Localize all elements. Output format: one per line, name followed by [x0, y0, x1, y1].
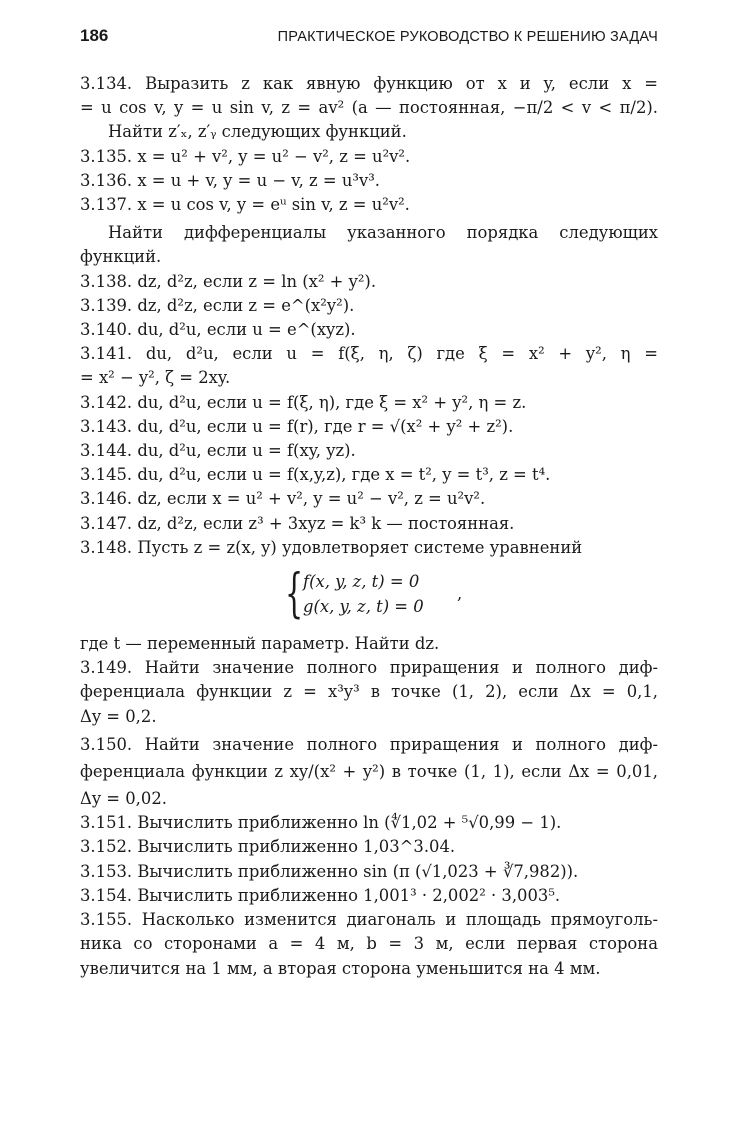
equation-system — [285, 564, 525, 625]
problem-3-146: 3.146. dz, если x = u² + v², y = u² − v², z = u²v². — [80, 489, 486, 509]
problem-3-155-line-2: ника со сторонами a = 4 м, b = 3 м, если первая сторона — [80, 934, 658, 954]
problem-3-149-line-3: Δy = 0,2. — [80, 706, 157, 726]
problem-3-149-line-2: ференциала функции z = x³y³ в точке (1, 2), если Δx = 0,1, — [80, 682, 658, 702]
problem-3-147: 3.147. dz, d²z, если z³ + 3xyz = k³ k — постоянная. — [80, 513, 515, 533]
problem-3-138: 3.138. dz, d²z, если z = ln (x² + y²). — [80, 271, 377, 291]
problem-3-136: 3.136. x = u + v, y = u − v, z = u³v³. — [80, 170, 380, 190]
problem-3-145: 3.145. du, d²u, если u = f(x,y,z), где x = t², y = t³, z = t⁴. — [80, 465, 551, 485]
problem-3-155-line-3: увеличится на 1 мм, а вторая сторона уменьшится на 4 мм. — [80, 958, 601, 978]
problem-3-148-line-2: где t — переменный параметр. Найти dz. — [80, 634, 440, 654]
running-title: ПРАКТИЧЕСКОЕ РУКОВОДСТВО К РЕШЕНИЮ ЗАДАЧ — [277, 29, 658, 45]
page-number: 186 — [80, 26, 109, 45]
left-brace: { — [285, 564, 304, 625]
problem-3-141-line-1: 3.141. du, d²u, если u = f(ξ, η, ζ) где ξ = x² + y², η = — [80, 344, 658, 364]
system-equation-1: f(x, y, z, t) = 0 — [303, 572, 420, 592]
problem-3-150-line-1: 3.150. Найти значение полного приращения и полного диф- — [80, 734, 658, 754]
system-trailing-comma: , — [457, 584, 463, 604]
problem-3-139: 3.139. dz, d²z, если z = e^(x²y²). — [80, 295, 355, 315]
problem-3-149-line-1: 3.149. Найти значение полного приращения и полного диф- — [80, 658, 658, 678]
textbook-page — [80, 26, 658, 981]
problem-3-154: 3.154. Вычислить приближенно 1,001³ · 2,002² · 3,003⁵. — [80, 885, 561, 905]
problem-3-135: 3.135. x = u² + v², y = u² − v², z = u²v². — [80, 146, 411, 166]
problem-3-155-line-1: 3.155. Насколько изменится диагональ и площадь прямоуголь- — [80, 910, 658, 930]
problem-3-142: 3.142. du, d²u, если u = f(ξ, η), где ξ = x² + y², η = z. — [80, 392, 527, 412]
instruction-find-partials: Найти z′ₓ, z′ᵧ следующих функций. — [108, 122, 407, 142]
instruction-differentials-line-1: Найти дифференциалы указанного порядка следующих — [108, 223, 658, 243]
problem-3-134-line-2: = u cos v, y = u sin v, z = av² (a — постоянная, −π/2 < v < π/2). — [80, 98, 658, 118]
problem-3-150-line-2: ференциала функции z xy/(x² + y²) в точке (1, 1), если Δx = 0,01, — [80, 762, 658, 782]
problem-3-134-line-1: 3.134. Выразить z как явную функцию от x и y, если x = — [80, 74, 658, 93]
problem-3-148-line-1: 3.148. Пусть z = z(x, y) удовлетворяет системе уравнений — [80, 537, 583, 557]
instruction-differentials-line-2: функций. — [80, 247, 162, 267]
page-header — [80, 26, 658, 46]
problem-3-137: 3.137. x = u cos v, y = eᵘ sin v, z = u²v². — [80, 195, 410, 215]
problem-3-140: 3.140. du, d²u, если u = e^(xyz). — [80, 320, 356, 340]
problem-3-153: 3.153. Вычислить приближенно sin (π (√1,023 + ∛7,982)). — [80, 861, 579, 881]
problem-3-151: 3.151. Вычислить приближенно ln (∜1,02 + ⁵√0,99 − 1). — [80, 813, 562, 833]
problem-3-144: 3.144. du, d²u, если u = f(xy, yz). — [80, 441, 356, 461]
problem-3-143: 3.143. du, d²u, если u = f(r), где r = √(x² + y² + z²). — [80, 416, 514, 436]
problem-3-150-line-3: Δy = 0,02. — [80, 789, 167, 809]
system-equation-2: g(x, y, z, t) = 0 — [303, 597, 424, 617]
problem-3-141-line-2: = x² − y², ζ = 2xy. — [80, 368, 231, 388]
problem-3-152: 3.152. Вычислить приближенно 1,03^3.04. — [80, 837, 456, 857]
